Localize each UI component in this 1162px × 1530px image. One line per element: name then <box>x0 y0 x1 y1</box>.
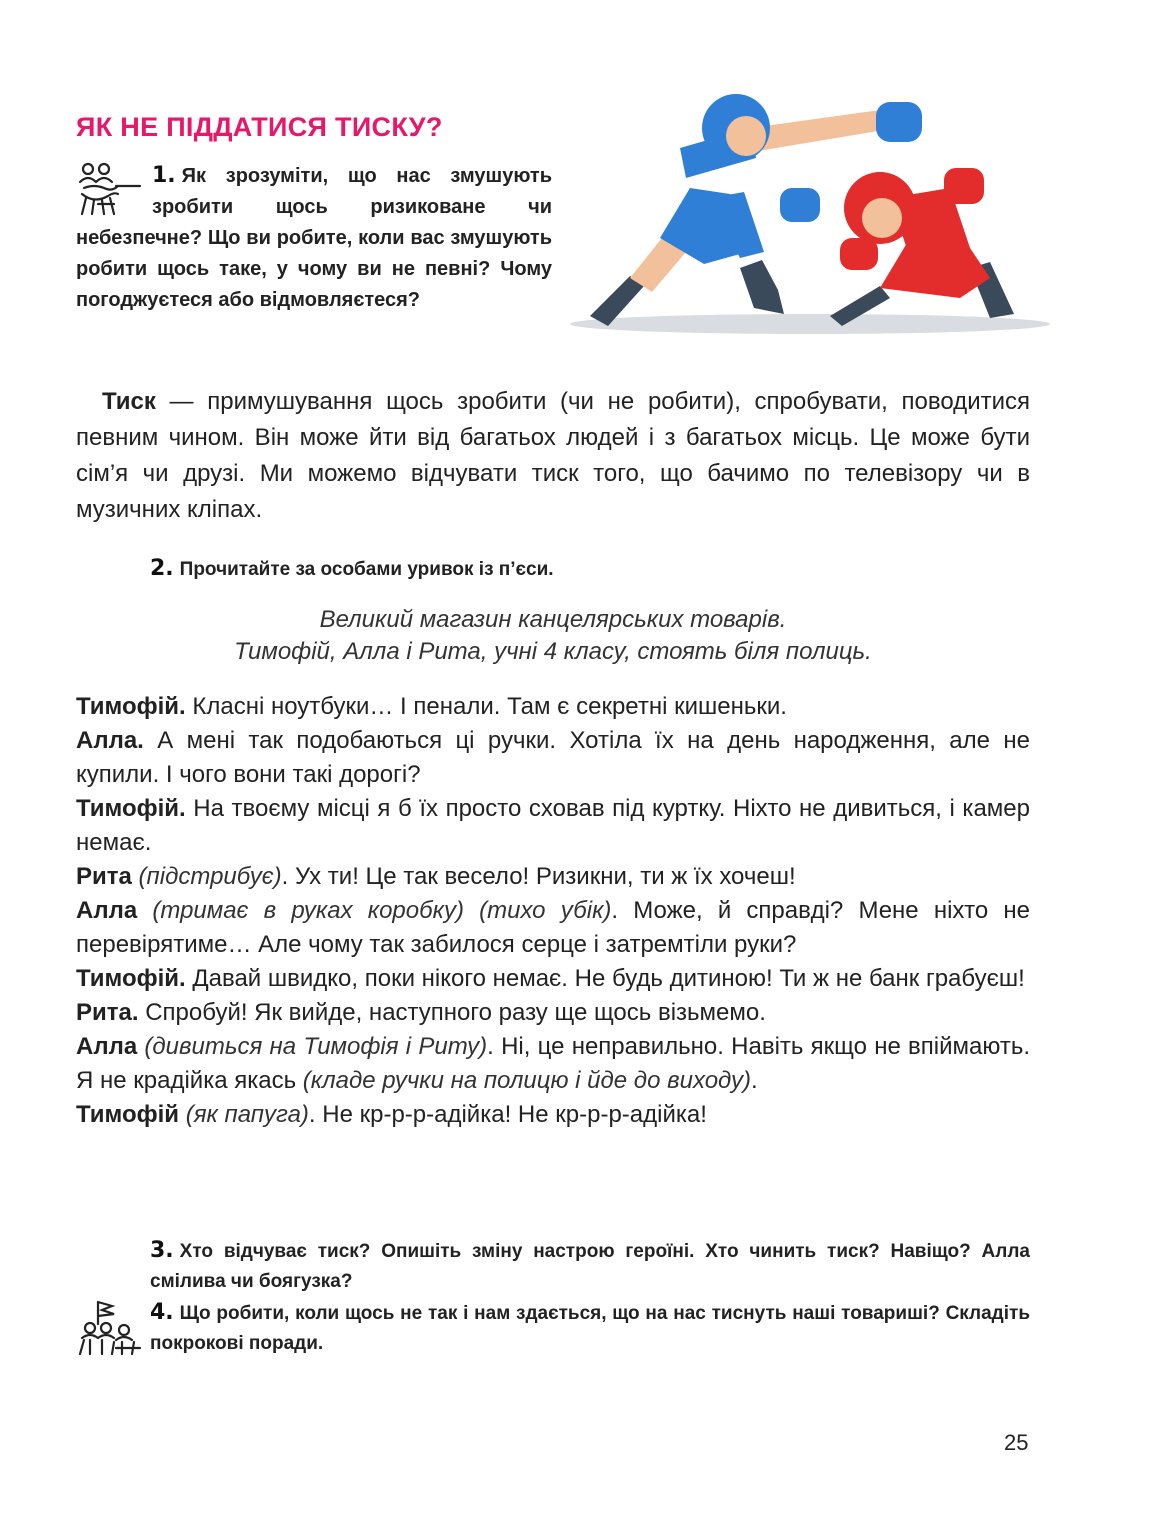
dialogue-line <box>76 792 1030 860</box>
dialogue-line <box>76 860 1030 894</box>
task-1-text: Як зрозуміти, що нас змушують зробити щось ризиковане чи небезпечне? Що ви робите, коли вас змушують робити щось таке, у чому ви не певні? Чому погоджуєтеся або відмовляєтеся? <box>76 165 552 311</box>
definition-paragraph <box>76 384 1030 528</box>
scene-line-2: Тимофій, Алла і Рита, учні 4 класу, стоять біля полиць. <box>234 638 872 665</box>
task-4-text: Що робити, коли щось не так і нам здається, що на нас тиснуть наші товариші? Складіть покрокові поради. <box>150 1303 1030 1354</box>
speaker: Алла <box>76 1033 138 1060</box>
task-4 <box>76 1298 1030 1359</box>
stage-note: (як папуга) <box>179 1101 309 1128</box>
line-text: . Не кр-р-р-адійка! Не кр-р-р-адійка! <box>308 1101 707 1128</box>
task-2-number: 2. <box>150 556 174 581</box>
dialogue <box>76 690 1030 1132</box>
stage-note: (дивиться на Тимофія і Риту) <box>137 1033 488 1060</box>
speaker: Тимофій. <box>76 693 186 720</box>
boxers-illustration <box>560 88 1060 338</box>
definition-text: — примушування щось зробити (чи не робити), спробувати, поводитися певним чином. Він може йти від багатьох людей і з багатьох місць. Це може бути сім’я чи друзі. Ми можемо відчувати тиск того, що бачимо по телевізору чи в музичних кліпах. <box>76 388 1030 523</box>
dialogue-line <box>76 1098 1030 1132</box>
line-text: . Ні, це неправильно. Навіть якщо не впіймають. Я не крадійка якась <box>76 1033 1031 1094</box>
pair-work-icon <box>76 160 150 222</box>
red-boxer <box>830 168 1014 326</box>
task-2-text: Прочитайте за особами уривок із п’єси. <box>179 559 554 580</box>
task-4-number: 4. <box>150 1300 174 1325</box>
speaker: Алла <box>76 897 138 924</box>
line-text: На твоєму місці я б їх просто сховав під куртку. Ніхто не дивиться, і камер немає. <box>76 795 1030 856</box>
page-number: 25 <box>1004 1430 1029 1455</box>
line-text: . Може, й справді? Мене ніхто не перевірятиме… Але чому так забилося серце і затремтіли руки? <box>76 897 1030 958</box>
dialogue-line <box>76 690 1030 724</box>
speaker: Рита. <box>76 999 139 1026</box>
line-text: А мені так подобаються ці ручки. Хотіла їх на день народження, але не купили. І чого вони такі дорогі? <box>76 727 1030 788</box>
stage-note: (тримає в руках коробку) (тихо убік) <box>137 897 612 924</box>
line-text: Давай швидко, поки нікого немає. Не будь дитиною! Ти ж не банк грабуєш! <box>185 965 1025 992</box>
definition-term: Тиск <box>102 388 156 415</box>
line-text: Класні ноутбуки… І пенали. Там є секретні кишеньки. <box>185 693 787 720</box>
speaker: Тимофій <box>76 1101 180 1128</box>
scene-line-1: Великий магазин канцелярських товарів. <box>319 606 787 633</box>
task-1-number: 1. <box>152 163 176 188</box>
speaker: Алла. <box>76 727 144 754</box>
page-title: ЯК НЕ ПІДДАТИСЯ ТИСКУ? <box>76 112 443 142</box>
task-3-text: Хто відчуває тиск? Опишіть зміну настрою героїні. Хто чинить тиск? Навіщо? Алла смілива чи боягузка? <box>150 1241 1030 1292</box>
stage-note: (підстрибує) <box>131 863 282 890</box>
speaker: Тимофій. <box>76 965 186 992</box>
dialogue-line <box>76 724 1030 792</box>
line-text: Спробуй! Як вийде, наступного разу ще щось візьмемо. <box>138 999 766 1026</box>
group-work-icon <box>76 1298 148 1358</box>
dialogue-line <box>76 996 1030 1030</box>
line-text-2: . <box>751 1067 758 1094</box>
speaker: Тимофій. <box>76 795 186 822</box>
task-2 <box>150 556 554 581</box>
line-text: . Ух ти! Це так весело! Ризикни, ти ж їх хочеш! <box>281 863 796 890</box>
task-1 <box>76 160 552 316</box>
scene-description <box>76 604 1030 668</box>
stage-note-2: (кладе ручки на полицю і йде до виходу) <box>302 1067 752 1094</box>
dialogue-line <box>76 962 1030 996</box>
dialogue-line <box>76 1030 1030 1098</box>
task-3 <box>150 1236 1030 1297</box>
speaker: Рита <box>76 863 132 890</box>
task-3-number: 3. <box>150 1238 174 1263</box>
dialogue-line <box>76 894 1030 962</box>
